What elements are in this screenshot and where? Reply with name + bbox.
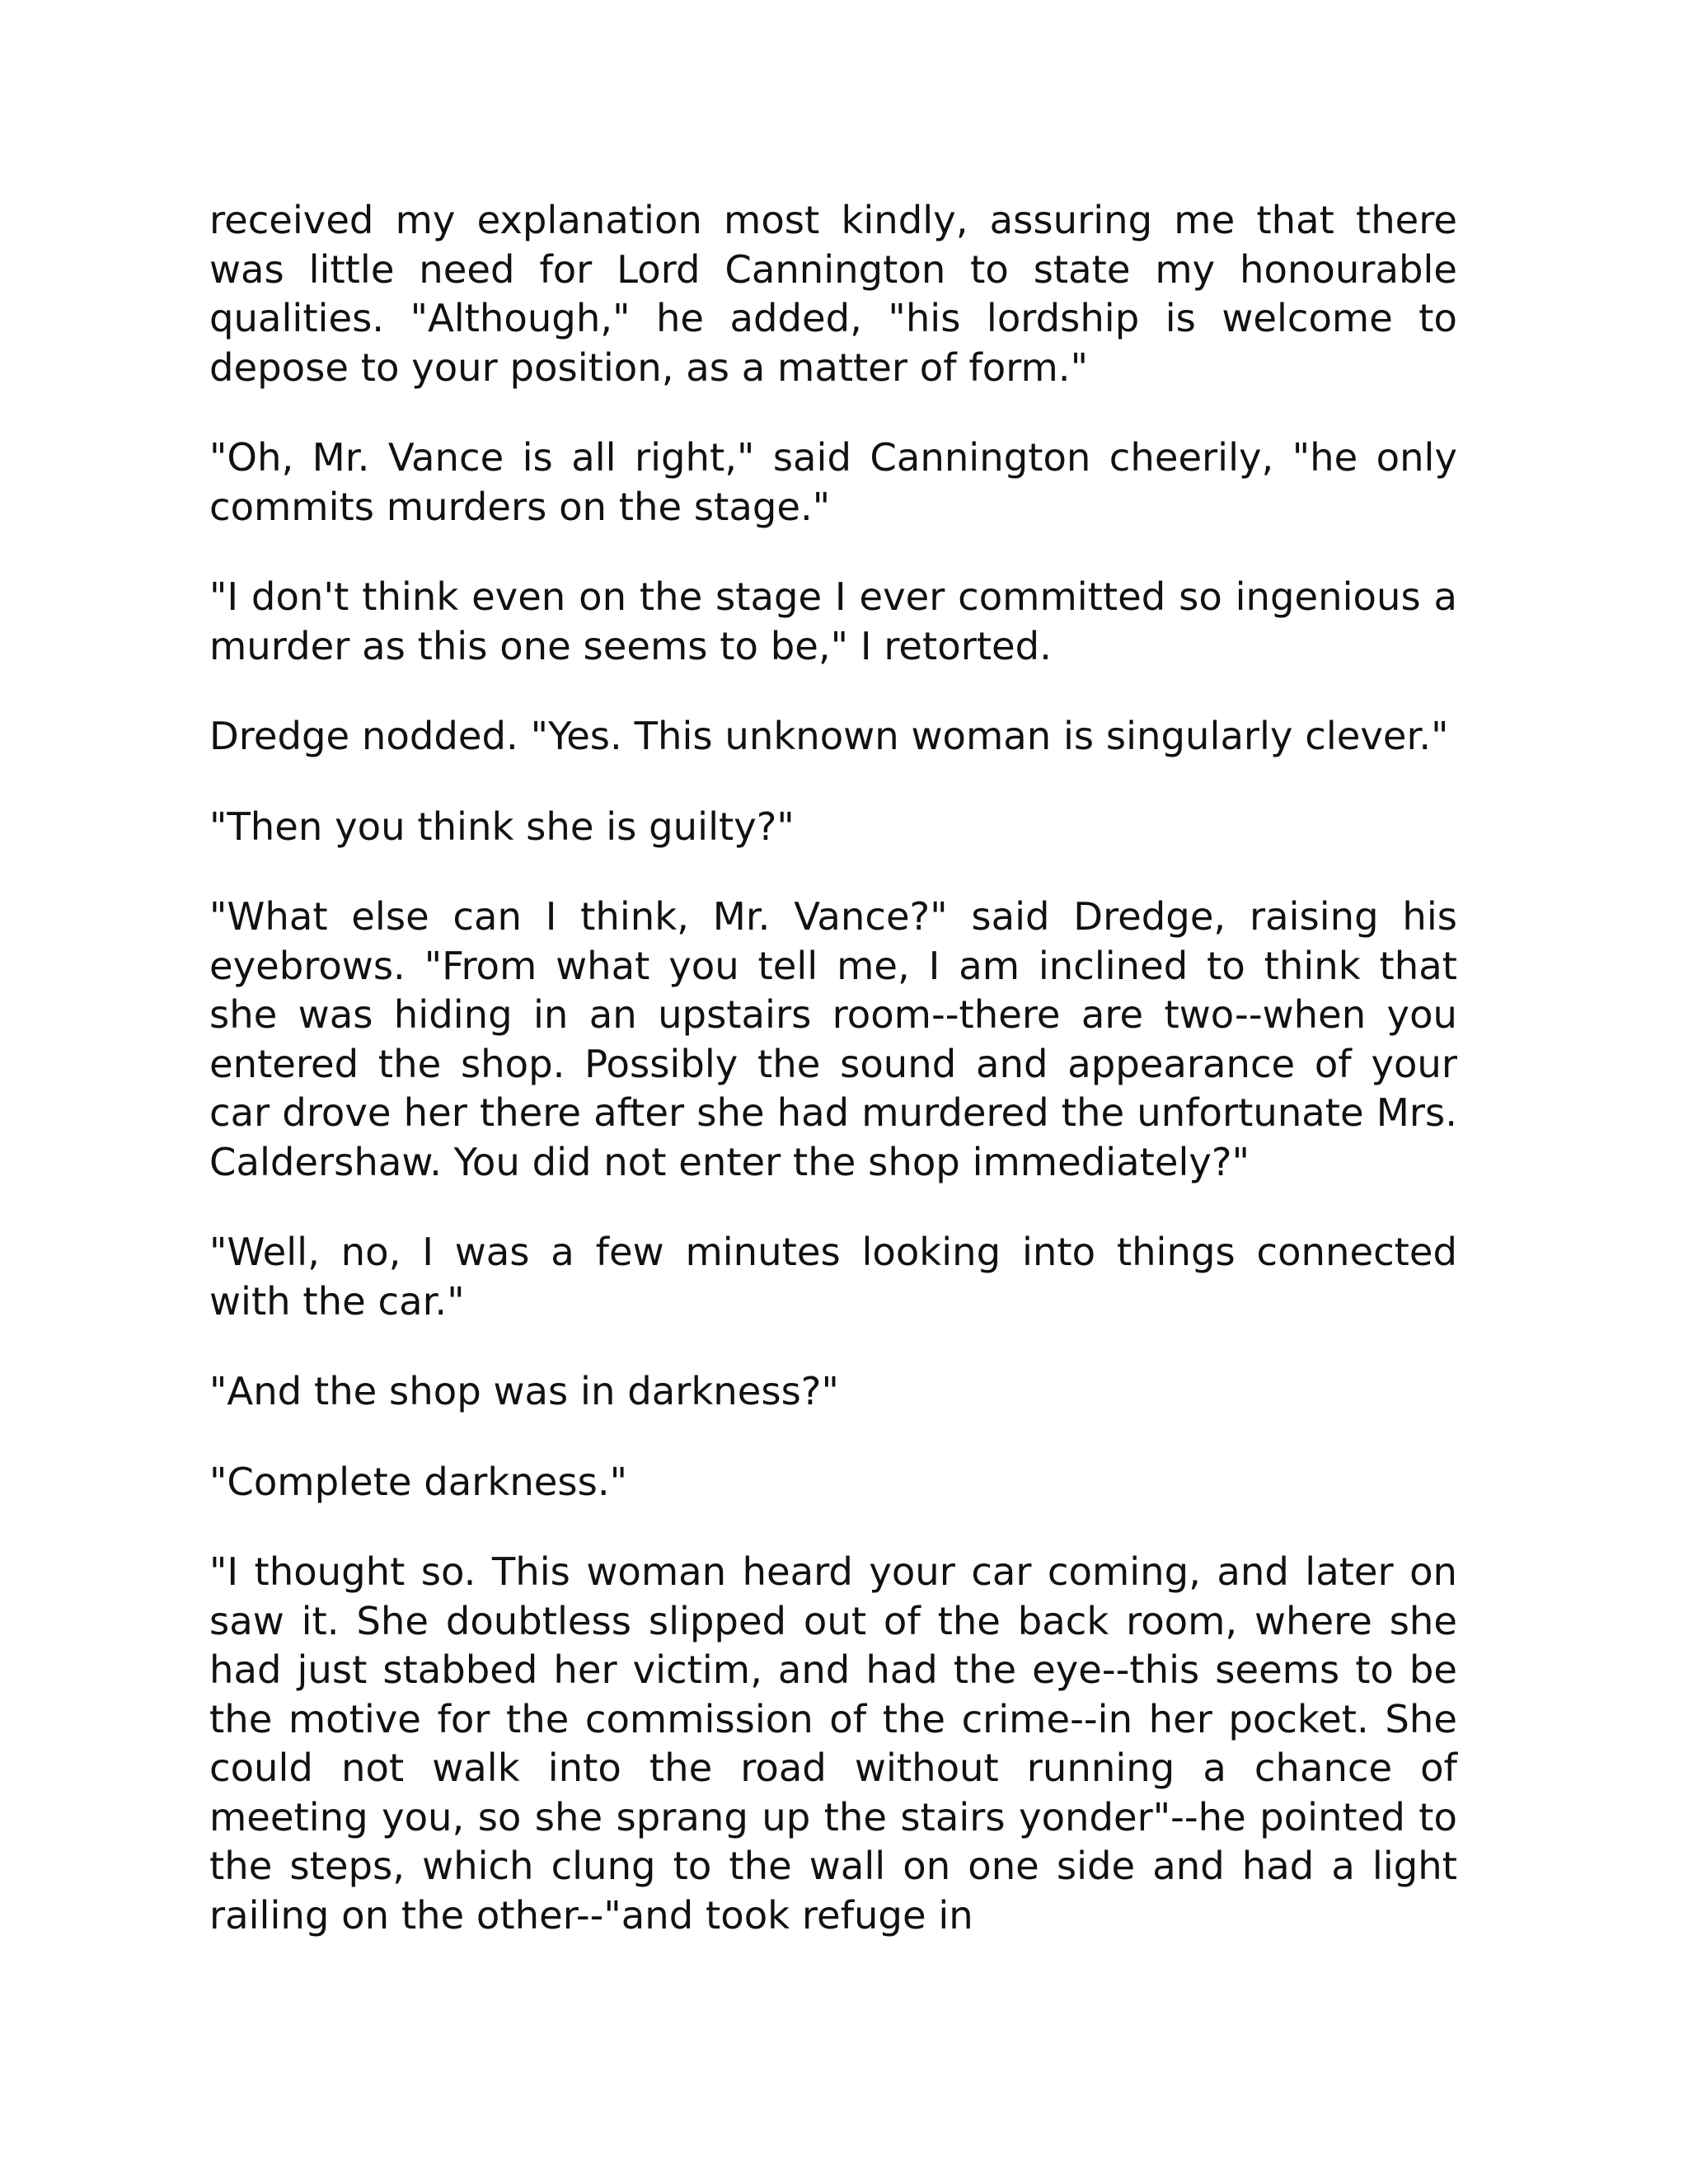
paragraph-8: "And the shop was in darkness?": [209, 1369, 839, 1413]
paragraph-9: "Complete darkness.": [209, 1459, 628, 1504]
paragraph-3: "I don't think even on the stage I ever committed so ingenious a murder as this one seems to be," I retorted.: [209, 574, 1457, 668]
paragraph-2: "Oh, Mr. Vance is all right," said Cannington cheerily, "he only commits murders on the stage.": [209, 435, 1457, 529]
paragraph-4: Dredge nodded. "Yes. This unknown woman is singularly clever.": [209, 714, 1449, 758]
paragraph-1: received my explanation most kindly, assuring me that there was little need for Lord Cannington to state my honourable qualities. "Although," he added, "his lordship is welcome to depose to your position, as a matter of form.": [209, 198, 1457, 390]
paragraph-7: "Well, no, I was a few minutes looking into things connected with the car.": [209, 1230, 1457, 1324]
paragraph-5: "Then you think she is guilty?": [209, 804, 795, 849]
paragraph-10: "I thought so. This woman heard your car coming, and later on saw it. She doubtless slipped out of the back room, where she had just stabbed her victim, and had the eye--this seems to be the motive for the commission of the crime--in her pocket. She could not walk into the road without running a chance of meeting you, so she sprang up the stairs yonder"--he pointed to the steps, which clung to the wall on one side and had a light railing on the other--"and took refuge in: [209, 1549, 1457, 1938]
paragraph-6: "What else can I think, Mr. Vance?" said Dredge, raising his eyebrows. "From what you tell me, I am inclined to think that she was hiding in an upstairs room--there are two--when you entered the shop. Possibly the sound and appearance of your car drove her there after she had murdered the unfortunate Mrs. Caldershaw. You did not enter the shop immediately?": [209, 894, 1457, 1184]
document-page: [209, 196, 1457, 1940]
